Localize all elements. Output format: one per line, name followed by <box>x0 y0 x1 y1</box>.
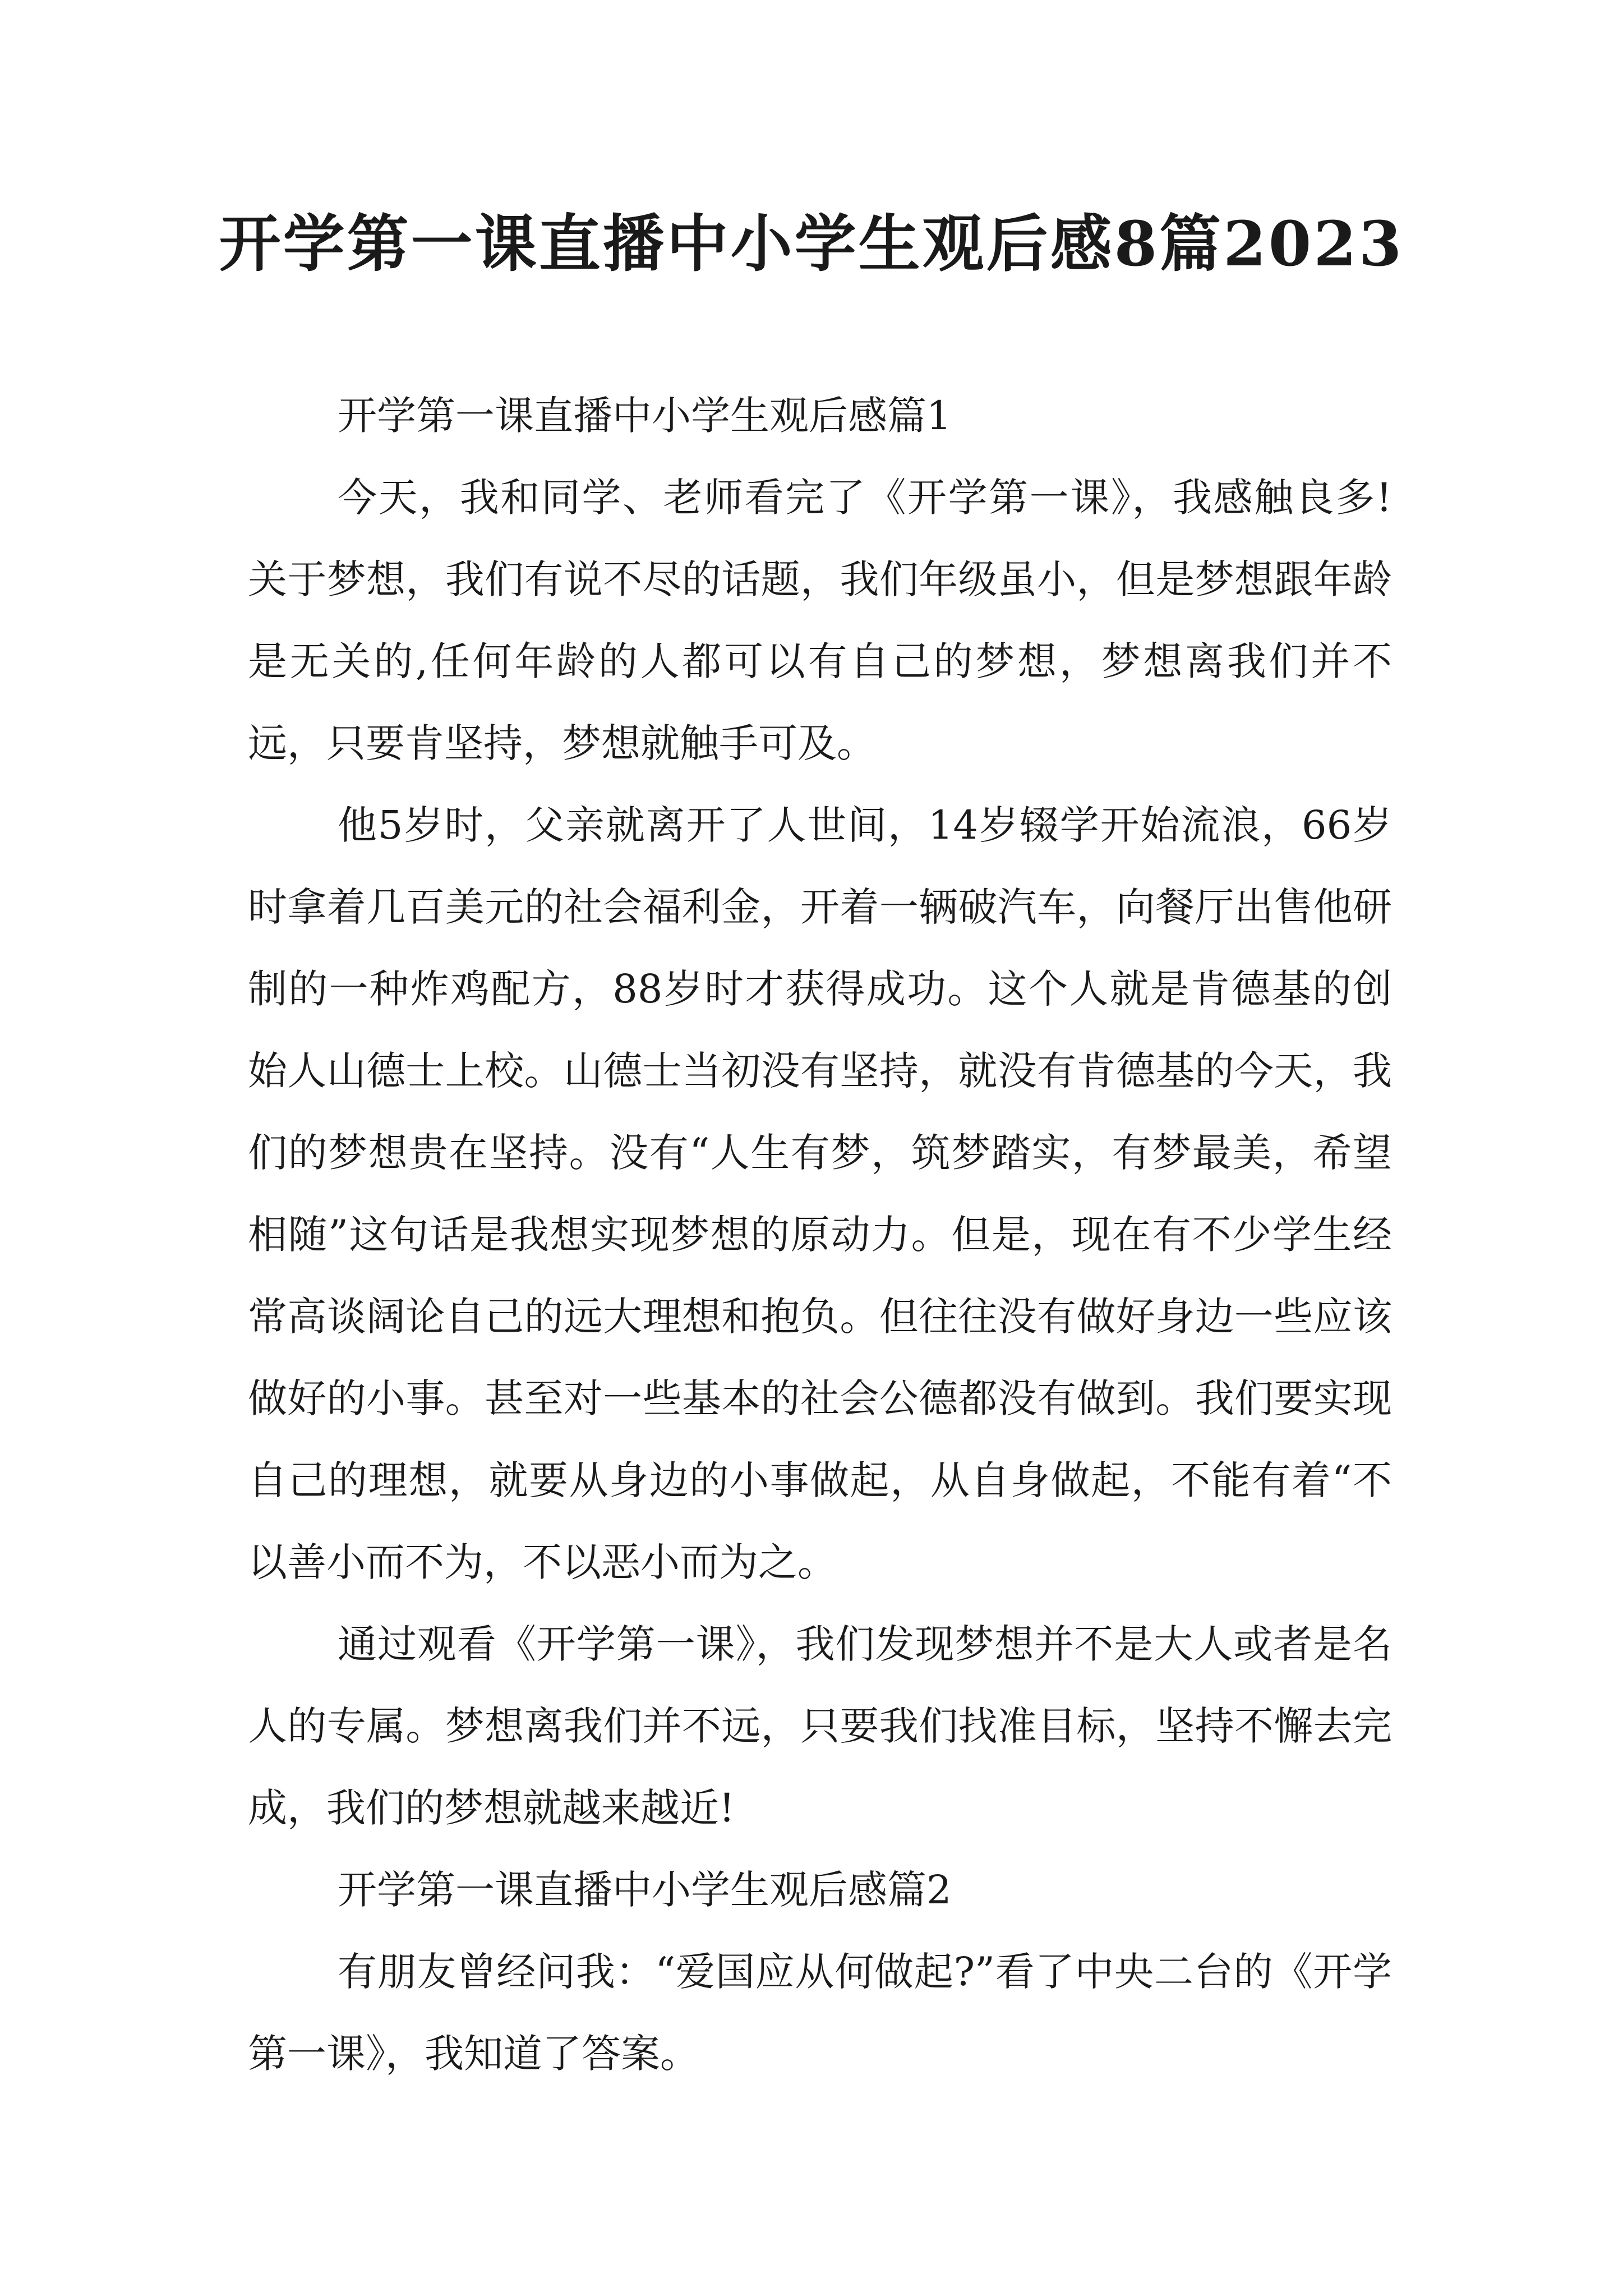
section-heading-1: 开学第一课直播中小学生观后感篇1 <box>338 393 952 439</box>
document-body <box>248 375 1392 2095</box>
body-paragraph: 他5岁时，父亲就离开了人世间，14岁辍学开始流浪，66岁时拿着几百美元的社会福利金，开着一辆破汽车，向餐厅出售他研制的一种炸鸡配方，88岁时才获得成功。这个人就是肯德基的创始人山德士上校。山德士当初没有坚持，就没有肯德基的今天，我们的梦想贵在坚持。没有“人生有梦，筑梦踏实，有梦最美，希望相随”这句话是我想实现梦想的原动力。但是，现在有不少学生经常高谈阔论自己的远大理想和抱负。但往往没有做好身边一些应该做好的小事。甚至对一些基本的社会公德都没有做到。我们要实现自己的理想，就要从身边的小事做起，从自身做起，不能有着“不以善小而不为，不以恶小而为之。 <box>248 802 1392 1585</box>
section-heading-2: 开学第一课直播中小学生观后感篇2 <box>338 1867 952 1913</box>
body-paragraph: 今天，我和同学、老师看完了《开学第一课》，我感触良多!关于梦想，我们有说不尽的话题，我们年级虽小，但是梦想跟年龄是无关的,任何年龄的人都可以有自己的梦想，梦想离我们并不远，只要肯坚持，梦想就触手可及。 <box>248 475 1392 766</box>
body-paragraph: 有朋友曾经问我：“爱国应从何做起?”看了中央二台的《开学第一课》，我知道了答案。 <box>248 1949 1392 2077</box>
body-paragraph: 通过观看《开学第一课》，我们发现梦想并不是大人或者是名人的专属。梦想离我们并不远，只要我们找准目标，坚持不懈去完成，我们的梦想就越来越近! <box>248 1621 1392 1831</box>
document-title: 开学第一课直播中小学生观后感8篇2023 <box>219 208 1404 280</box>
